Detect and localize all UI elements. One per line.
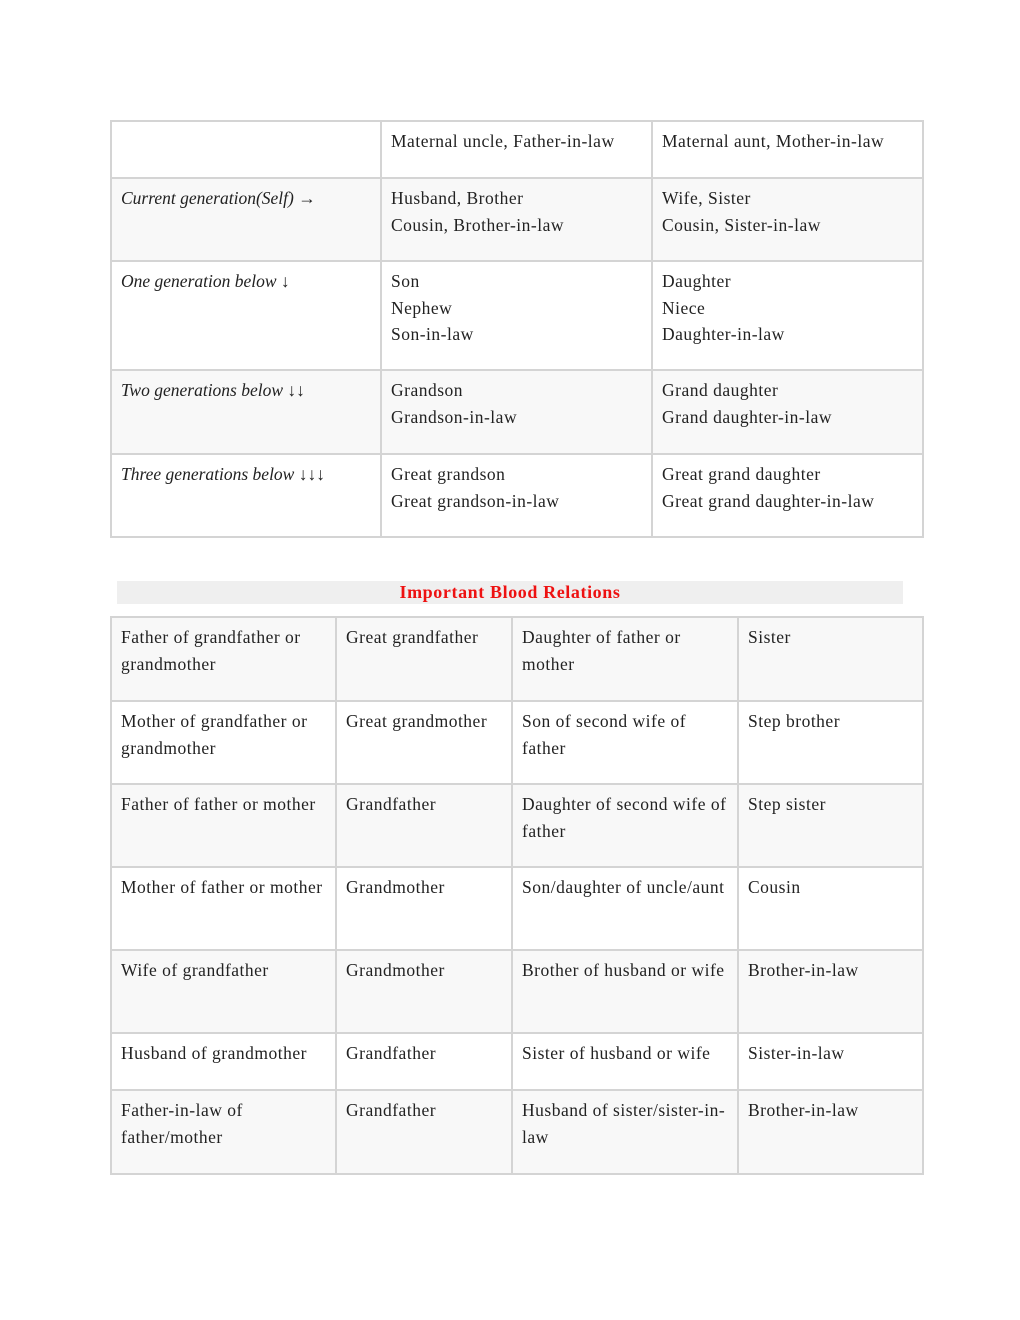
table-row <box>111 121 923 178</box>
relation-name-cell: Brother-in-law <box>738 1090 923 1174</box>
male-relations-cell <box>381 261 652 370</box>
female-relations-cell <box>652 121 923 178</box>
relation-text: Wife, Sister <box>662 188 751 208</box>
relation-text: Great grandson <box>391 464 506 484</box>
relation-name-cell: Grandfather <box>336 1033 512 1090</box>
relation-text: Grandson <box>391 380 464 400</box>
female-relations-cell <box>652 454 923 537</box>
relation-text: Cousin, Sister-in-law <box>662 214 821 235</box>
relation-description-cell: Daughter of second wife of father <box>512 784 738 867</box>
generation-label: Current generation(Self) → <box>111 178 381 261</box>
relation-text: Son <box>391 271 420 291</box>
table-row <box>111 454 923 537</box>
relation-description-cell: Mother of father or mother <box>111 867 336 950</box>
table-row <box>111 701 923 784</box>
relation-name-cell: Great grandfather <box>336 617 512 701</box>
table-row <box>111 1090 923 1174</box>
female-relations-cell <box>652 178 923 261</box>
relation-name-cell: Step brother <box>738 701 923 784</box>
relation-name-cell: Cousin <box>738 867 923 950</box>
relation-name-cell: Grandmother <box>336 867 512 950</box>
female-relations-cell <box>652 261 923 370</box>
table-row <box>111 950 923 1033</box>
generation-label: Two generations below ↓↓ <box>111 370 381 454</box>
male-relations-cell <box>381 121 652 178</box>
table-row <box>111 261 923 370</box>
relation-text: Niece <box>662 297 706 318</box>
relation-text: Maternal uncle, Father-in-law <box>391 131 615 151</box>
relation-description-cell: Wife of grandfather <box>111 950 336 1033</box>
male-relations-cell <box>381 178 652 261</box>
relation-name-cell: Sister <box>738 617 923 701</box>
generation-label: Three generations below ↓↓↓ <box>111 454 381 537</box>
relation-text: Daughter <box>662 271 732 291</box>
table-row <box>111 370 923 454</box>
blood-relations-table <box>110 616 924 1175</box>
relation-text: Great grand daughter <box>662 464 821 484</box>
relation-name-cell: Brother-in-law <box>738 950 923 1033</box>
relation-text: Grand daughter <box>662 380 779 400</box>
relation-name-cell: Sister-in-law <box>738 1033 923 1090</box>
relation-name-cell: Grandfather <box>336 1090 512 1174</box>
relation-text: Husband, Brother <box>391 188 524 208</box>
relation-description-cell: Father-in-law of father/mother <box>111 1090 336 1174</box>
relation-text: Cousin, Brother-in-law <box>391 214 564 235</box>
relation-description-cell: Son/daughter of uncle/aunt <box>512 867 738 950</box>
relation-description-cell: Father of father or mother <box>111 784 336 867</box>
relation-description-cell: Mother of grandfather or grandmother <box>111 701 336 784</box>
relation-name-cell: Step sister <box>738 784 923 867</box>
relation-description-cell: Father of grandfather or grandmother <box>111 617 336 701</box>
blood-relations-title: Important Blood Relations <box>117 581 903 604</box>
relation-text: Daughter-in-law <box>662 324 785 344</box>
relation-text: Great grand daughter-in-law <box>662 490 875 511</box>
table-row <box>111 784 923 867</box>
relation-text: Great grandson-in-law <box>391 490 560 511</box>
relation-description-cell: Husband of sister/sister-in-law <box>512 1090 738 1174</box>
relation-description-cell: Brother of husband or wife <box>512 950 738 1033</box>
relation-description-cell: Husband of grandmother <box>111 1033 336 1090</box>
relation-name-cell: Grandfather <box>336 784 512 867</box>
relation-name-cell: Great grandmother <box>336 701 512 784</box>
male-relations-cell <box>381 370 652 454</box>
relation-text: Maternal aunt, Mother-in-law <box>662 131 885 151</box>
table-row <box>111 867 923 950</box>
relation-description-cell: Son of second wife of father <box>512 701 738 784</box>
relation-text: Grandson-in-law <box>391 406 518 427</box>
male-relations-cell <box>381 454 652 537</box>
relation-text: Nephew <box>391 297 453 318</box>
generation-label: One generation below ↓ <box>111 261 381 370</box>
generations-table <box>110 120 924 538</box>
female-relations-cell <box>652 370 923 454</box>
relation-name-cell: Grandmother <box>336 950 512 1033</box>
relation-text: Grand daughter-in-law <box>662 406 833 427</box>
relation-description-cell: Sister of husband or wife <box>512 1033 738 1090</box>
table-row <box>111 178 923 261</box>
generation-label <box>111 121 381 178</box>
relation-text: Son-in-law <box>391 324 474 344</box>
table-row <box>111 1033 923 1090</box>
table-row <box>111 617 923 701</box>
relation-description-cell: Daughter of father or mother <box>512 617 738 701</box>
